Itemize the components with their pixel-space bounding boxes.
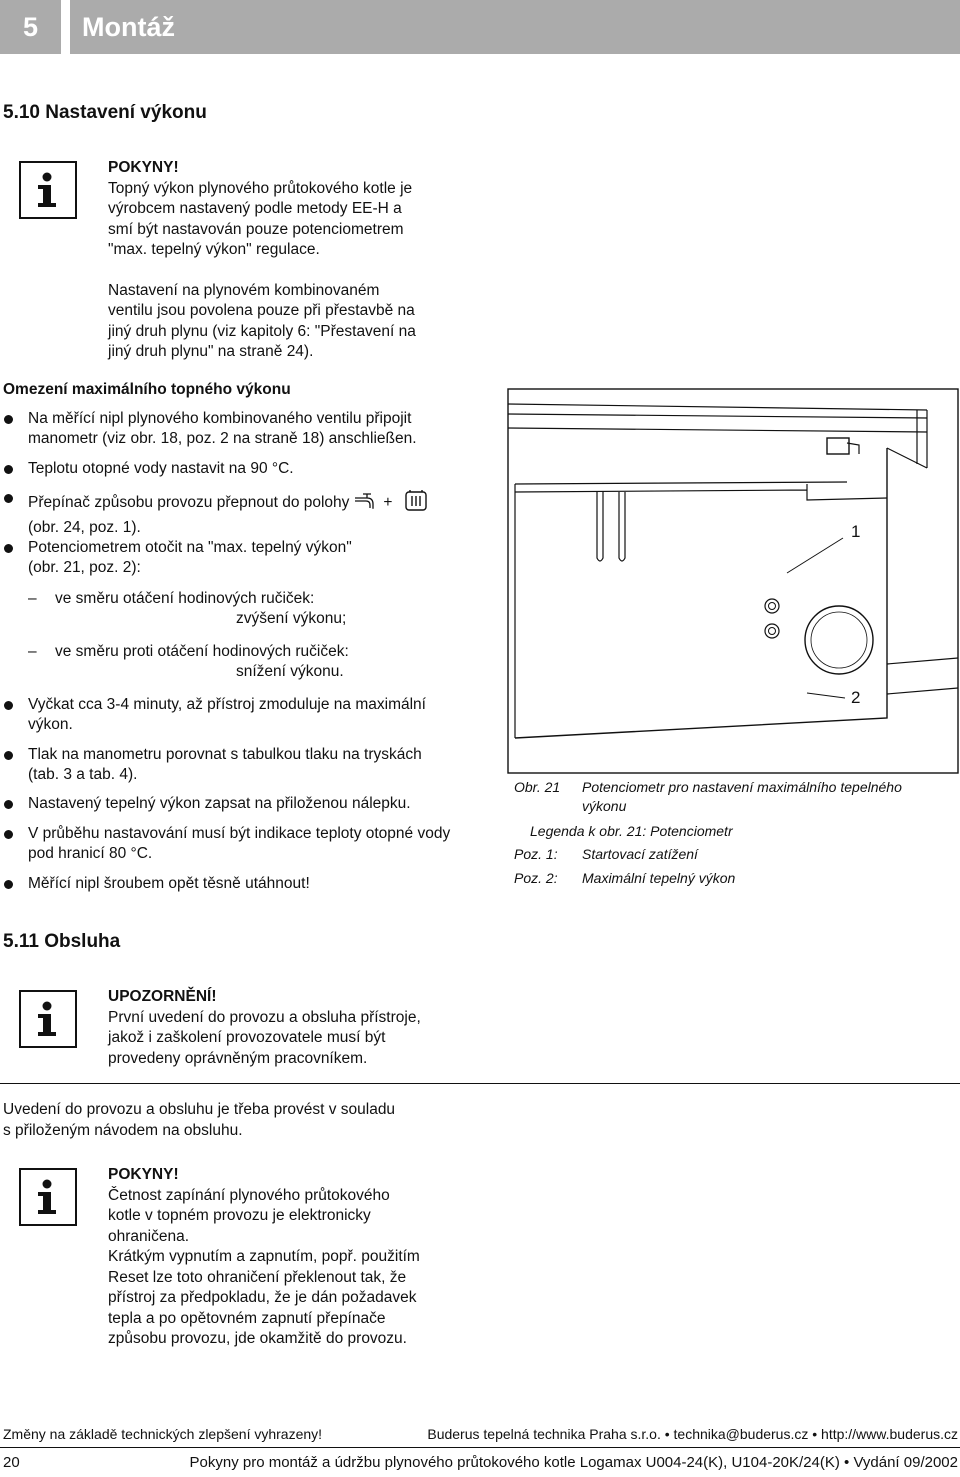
note-line: ventilu jsou povolena pouze při přestavbě na (108, 302, 415, 319)
text-line: Četnost zapínání plynového průtokového (108, 1186, 390, 1204)
info-icon (19, 161, 77, 219)
text-line: Krátkým vypnutím a zapnutím, popř. použitím (108, 1248, 420, 1265)
caption-text (582, 778, 952, 816)
note-line: Topný výkon plynového průtokového kotle je (108, 179, 413, 197)
bullet-text (28, 488, 468, 538)
text-line: snížení výkonu. (236, 663, 344, 681)
note-line: jiný druh plynu" na straně 24). (108, 343, 314, 360)
text-line: (obr. 24, poz. 1). (28, 519, 141, 537)
text-line: zvýšení výkonu; (236, 610, 347, 628)
bullet-dot (4, 880, 13, 889)
bullet-text (28, 695, 426, 735)
info-icon (19, 1168, 77, 1226)
bullet-dot (4, 800, 13, 809)
paragraph (3, 1100, 395, 1141)
text-line: Přepínač způsobu provozu přepnout do polohy (28, 494, 350, 511)
info-icon (19, 990, 77, 1048)
text-line: kotle v topném provozu je elektronicky (108, 1207, 371, 1224)
bullet-text (28, 538, 352, 578)
text-line: Na měřící nipl plynového kombinovaného ventilu připojit (28, 410, 412, 427)
text-line: (tab. 3 a tab. 4). (28, 766, 138, 784)
bullet-text: Nastavený tepelný výkon zapsat na přiloženou nálepku. (28, 795, 411, 812)
subheading: Omezení maximálního topného výkonu (3, 381, 291, 398)
dash-text (55, 589, 346, 629)
text-line: Reset lze toto ohraničení překlenout tak, že (108, 1268, 407, 1286)
bullet-dot (4, 830, 13, 839)
text-line: Uvedení do provozu a obsluhu je třeba provést v souladu (3, 1101, 396, 1118)
text-line: přístroj za předpokladu, že je dán požadavek (108, 1289, 417, 1306)
bullet-dot (4, 494, 13, 503)
text-line: s přiloženým návodem na obsluhu. (3, 1121, 243, 1139)
text-line: tepla a po opětovném zapnutí přepínače (108, 1309, 386, 1327)
text-line: Vyčkat cca 3-4 minuty, až přístroj zmoduluje na maximální (28, 696, 426, 713)
plus-sign: + (383, 494, 393, 511)
document-title: Pokyny pro montáž a údržbu plynového průtokového kotle Logamax U004-24(K), U104-20K/24(K) • Vydání 09/2002 (189, 1454, 958, 1471)
text-line: ve směru otáčení hodinových ručiček: (55, 590, 315, 607)
footer-disclaimer: Změny na základě technických zlepšení vyhrazeny! (3, 1426, 323, 1442)
legend-text: Maximální tepelný výkon (582, 870, 736, 886)
legend-text: Startovací zatížení (582, 846, 698, 862)
note-heading: POKYNY! (108, 159, 179, 176)
figure-potentiometer (507, 388, 959, 774)
warning-heading: UPOZORNĚNÍ! (108, 988, 217, 1005)
legend-pos: Poz. 2: (514, 870, 558, 886)
note-line: smí být nastavován pouze potenciometrem (108, 220, 404, 238)
text-line: pod hranicí 80 °C. (28, 845, 153, 863)
text-line: jakož i zaškolení provozovatele musí být (108, 1029, 386, 1046)
note-block-1 (108, 158, 468, 363)
dash: – (28, 643, 37, 660)
note-line: jiný druh plynu (viz kapitoly 6: "Přestavení na (108, 322, 416, 340)
warning-block (108, 987, 478, 1069)
text-line: manometr (viz obr. 18, poz. 2 na straně 18) anschließen. (28, 430, 417, 448)
footer-contact: Buderus tepelná technika Praha s.r.o. • technika@buderus.cz • http://www.buderus.cz (427, 1426, 958, 1442)
text-line: provedeny oprávněným pracovníkem. (108, 1049, 368, 1067)
section-title-5-11: 5.11 Obsluha (3, 931, 121, 952)
bullet-text (28, 745, 422, 785)
page-number: 20 (3, 1454, 20, 1471)
text-line: Potenciometr pro nastavení maximálního tepelného (582, 779, 902, 795)
radiator-icon (404, 488, 428, 518)
dash-text (55, 642, 349, 682)
bullet-text: Teplotu otopné vody nastavit na 90 °C. (28, 460, 294, 477)
text-line: Potenciometrem otočit na "max. tepelný výkon" (28, 539, 352, 556)
text-line: První uvedení do provozu a obsluha přístroje, (108, 1008, 421, 1026)
text-line: Tlak na manometru porovnat s tabulkou tlaku na tryskách (28, 746, 422, 763)
chapter-title: Montáž (70, 0, 960, 54)
note-line: výrobcem nastavený podle metody EE-H a (108, 200, 402, 217)
bullet-dot (4, 544, 13, 553)
bullet-dot (4, 751, 13, 760)
text-line: způsobu provozu, jde okamžitě do provozu. (108, 1330, 407, 1347)
note-line: "max. tepelný výkon" regulace. (108, 241, 320, 258)
text-line: ve směru proti otáčení hodinových ručiček: (55, 643, 349, 660)
text-line: V průběhu nastavování musí být indikace teploty otopné vody (28, 825, 451, 842)
footer-divider (0, 1447, 960, 1448)
bullet-dot (4, 415, 13, 424)
note-line: Nastavení na plynovém kombinovaném (108, 281, 380, 299)
figure-drawing (507, 388, 959, 774)
faucet-icon (353, 490, 377, 516)
legend-pos: Poz. 1: (514, 846, 558, 862)
caption-number: Obr. 21 (514, 779, 561, 795)
chapter-number: 5 (0, 0, 61, 54)
bullet-text (28, 824, 450, 864)
bullet-text (28, 409, 417, 449)
text-line: výkon. (28, 716, 73, 734)
divider (0, 1083, 960, 1084)
text-line: ohraničena. (108, 1227, 190, 1245)
bullet-dot (4, 465, 13, 474)
bullet-dot (4, 701, 13, 710)
bullet-text: Měřící nipl šroubem opět těsně utáhnout! (28, 875, 310, 892)
callout-1: 1 (851, 522, 861, 541)
note-block-2 (108, 1165, 478, 1350)
text-line: (obr. 21, poz. 2): (28, 559, 141, 577)
section-title-5-10: 5.10 Nastavení výkonu (3, 102, 207, 123)
note-heading: POKYNY! (108, 1166, 179, 1183)
dash: – (28, 590, 37, 607)
legend-title: Legenda k obr. 21: Potenciometr (530, 823, 733, 839)
text-line: výkonu (582, 798, 627, 814)
callout-2: 2 (851, 688, 861, 707)
